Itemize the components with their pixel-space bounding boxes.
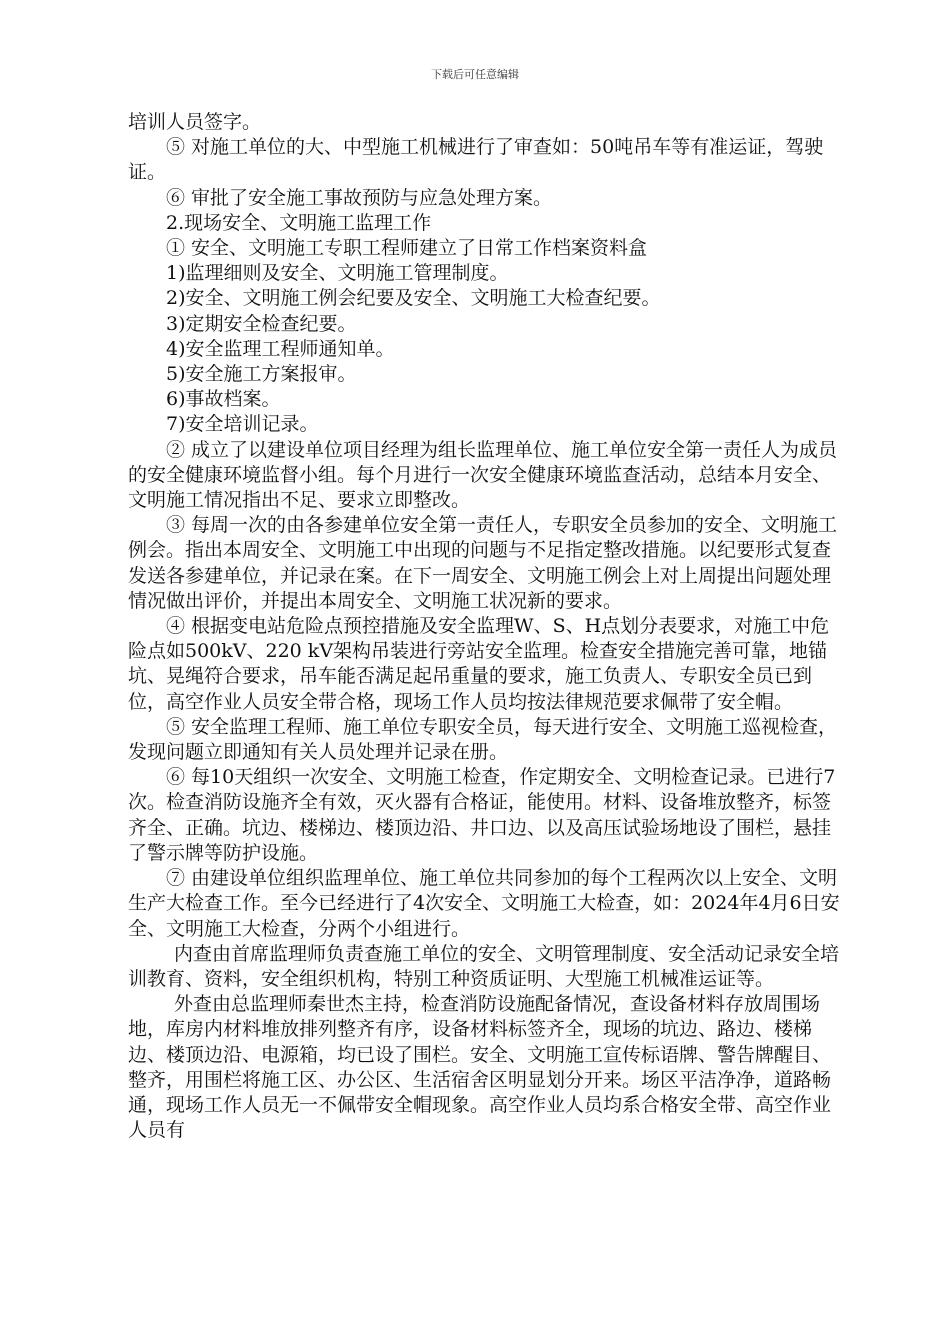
list-item-2: 2)安全、文明施工例会纪要及安全、文明施工大检查纪要。: [166, 287, 661, 310]
paragraph-1: 培训人员签字。: [128, 111, 262, 133]
list-item-7: 7)安全培训记录。: [166, 413, 319, 436]
paragraph-13: ② 成立了以建设单位项目经理为组长监理单位、施工单位安全第一责任人为成员的安全健康环境监督小组。每个月进行一次安全健康环境监查活动，总结本月安全、文明施工情况指出不足、要求立即整改。: [128, 438, 838, 512]
list-item-5: 5)安全施工方案报审。: [166, 363, 357, 386]
paragraph-18: ⑦ 由建设单位组织监理单位、施工单位共同参加的每个工程两次以上安全、文明生产大检查工作。至今已经进行了4次安全、文明施工大检查，如：2024年4月6日安全、文明施工大检查，分两个小组进行。: [128, 867, 840, 940]
paragraph-17: ⑥ 每10天组织一次安全、文明施工检查，作定期安全、文明检查记录。已进行7次。检查消防设施齐全有效，灭火器有合格证，能使用。材料、设备堆放整齐，标签齐全、正确。坑边、楼梯边、楼顶边沿、井口边、以及高压试验场地设了围栏，悬挂了警示牌等防护设施。: [128, 766, 836, 864]
paragraph-5: ① 安全、文明施工专职工程师建立了日常工作档案资料盒: [166, 237, 648, 260]
paragraph-16: ⑤ 安全监理工程师、施工单位专职安全员，每天进行安全、文明施工巡视检查，发现问题立即通知有关人员处理并记录在册。: [128, 715, 838, 764]
paragraph-3: ⑥ 审批了安全施工事故预防与应急处理方案。: [166, 186, 553, 209]
page-header: 下载后可任意编辑: [431, 68, 519, 81]
paragraph-15: ④ 根据变电站危险点预控措施及安全监理W、S、H点划分表要求，对施工中危险点如500kV、220 kV架构吊装进行旁站安全监理。检查安全措施完善可靠，地锚坑、晃绳符合要求，吊车能否满足起吊重量的要求，施工负责人、专职安全员已到位，高空作业人员安全带合格，现场工作人员均按法律规范要求佩带了安全帽。: [128, 615, 830, 713]
list-item-6: 6)事故档案。: [166, 388, 281, 411]
paragraph-2: ⑤ 对施工单位的大、中型施工机械进行了审查如：50吨吊车等有准运证，驾驶证。: [128, 136, 824, 184]
section-heading: 2.现场安全、文明施工监理工作: [166, 211, 432, 234]
paragraph-20: 外查由总监理师秦世杰主持，检查消防设施配备情况，查设备材料存放周围场地，库房内材料堆放排列整齐有序，设备材料标签齐全，现场的坑边、路边、楼梯边、楼顶边沿、电源箱，均已设了围栏。安全、文明施工宣传标语牌、警告牌醒目、整齐，用围栏将施工区、办公区、生活宿舍区明显划分开来。场区平洁净净，道路畅通，现场工作人员无一不佩带安全帽现象。高空作业人员均系合格安全带、高空作业人员有: [128, 993, 832, 1142]
list-item-3: 3)定期安全检查纪要。: [166, 312, 357, 335]
list-item-4: 4)安全监理工程师通知单。: [166, 337, 395, 360]
paragraph-19: 内查由首席监理师负责查施工单位的安全、文明管理制度、安全活动记录安全培训教育、资料，安全组织机构，特别工种资质证明、大型施工机械准运证等。: [128, 942, 840, 990]
list-item-1: 1)监理细则及安全、文明施工管理制度。: [166, 262, 509, 285]
paragraph-14: ③ 每周一次的由各参建单位安全第一责任人，专职安全员参加的安全、文明施工例会。指出本周安全、文明施工中出现的问题与不足指定整改措施。以纪要形式复查发送各参建单位，并记录在案。在下一周安全、文明施工例会上对上周提出问题处理情况做出评价，并提出本周安全、文明施工状况新的要求。: [128, 514, 838, 612]
document-body: [128, 110, 840, 1143]
